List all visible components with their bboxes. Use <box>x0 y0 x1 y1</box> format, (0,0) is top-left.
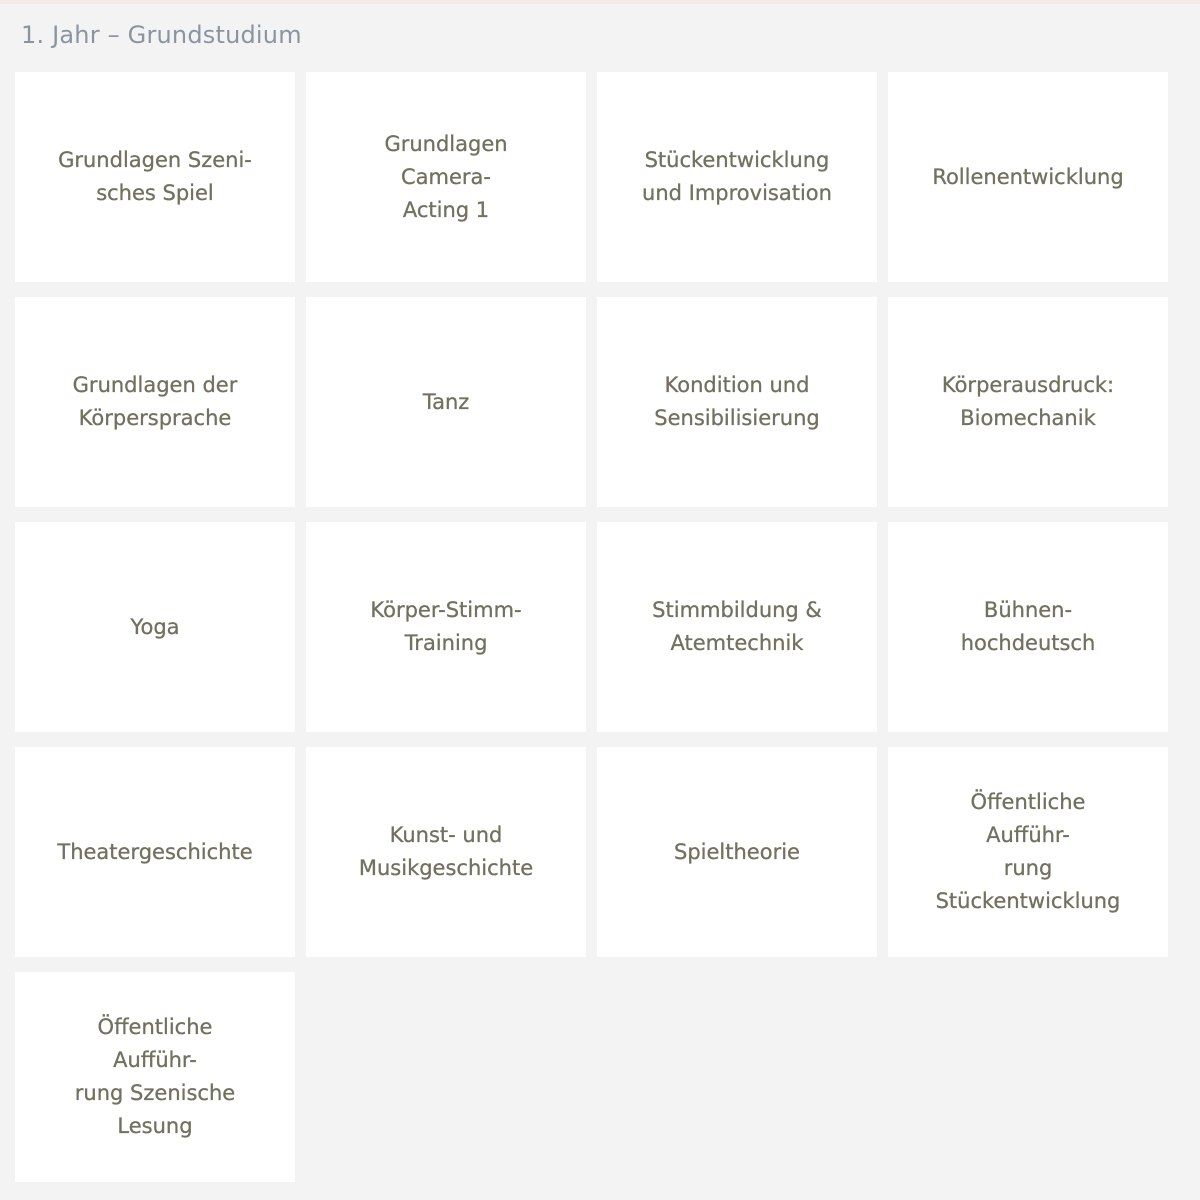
course-card-koerpersprache[interactable] <box>15 297 295 507</box>
course-card-buehnenhochdeutsch[interactable] <box>888 522 1168 732</box>
course-card-label: Stückentwicklung und Improvisation <box>642 148 832 205</box>
course-card-yoga[interactable] <box>15 522 295 732</box>
course-card-label: Theatergeschichte <box>57 839 253 864</box>
course-card-tanz[interactable] <box>306 297 586 507</box>
course-card-label: Yoga <box>130 614 180 639</box>
course-card-rollenentwicklung[interactable] <box>888 72 1168 282</box>
course-card-label: Öffentliche Aufführ- rung Stückentwicklung <box>935 790 1121 913</box>
course-card-label: Grundlagen der Körpersprache <box>72 373 238 430</box>
course-card-label: Stimmbildung & Atemtechnik <box>652 598 822 655</box>
course-card-grundlagen-szenisches-spiel[interactable] <box>15 72 295 282</box>
course-card-spieltheorie[interactable] <box>597 747 877 957</box>
course-card-label: Kondition und Sensibilisierung <box>654 373 820 430</box>
course-card-grundlagen-camera-acting[interactable] <box>306 72 586 282</box>
course-card-label: Tanz <box>422 389 470 414</box>
course-card-auffuehrung-szenische-lesung[interactable] <box>15 972 295 1182</box>
course-grid <box>15 72 1169 1182</box>
course-card-label: Grundlagen Szeni- sches Spiel <box>58 148 252 205</box>
course-card-stimmbildung[interactable] <box>597 522 877 732</box>
course-card-kunst-musikgeschichte[interactable] <box>306 747 586 957</box>
course-card-label: Spieltheorie <box>674 839 800 864</box>
course-card-label: Kunst- und Musikgeschichte <box>358 823 534 880</box>
section-title: 1. Jahr – Grundstudium <box>21 21 302 49</box>
course-card-biomechanik[interactable] <box>888 297 1168 507</box>
top-accent-line <box>0 0 1200 4</box>
course-card-theatergeschichte[interactable] <box>15 747 295 957</box>
course-card-label: Körper-Stimm- Training <box>370 598 522 655</box>
course-card-label: Körperausdruck: Biomechanik <box>941 373 1115 430</box>
course-card-label: Grundlagen Camera- Acting 1 <box>384 131 508 222</box>
course-card-label: Öffentliche Aufführ- rung Szenische Lesung <box>74 1015 236 1138</box>
course-card-label: Bühnen-hochdeutsch <box>960 598 1096 655</box>
course-card-stueckentwicklung[interactable] <box>597 72 877 282</box>
course-card-label: Rollenentwicklung <box>932 164 1124 189</box>
course-card-koerper-stimm-training[interactable] <box>306 522 586 732</box>
course-card-auffuehrung-stueckentwicklung[interactable] <box>888 747 1168 957</box>
course-card-kondition[interactable] <box>597 297 877 507</box>
